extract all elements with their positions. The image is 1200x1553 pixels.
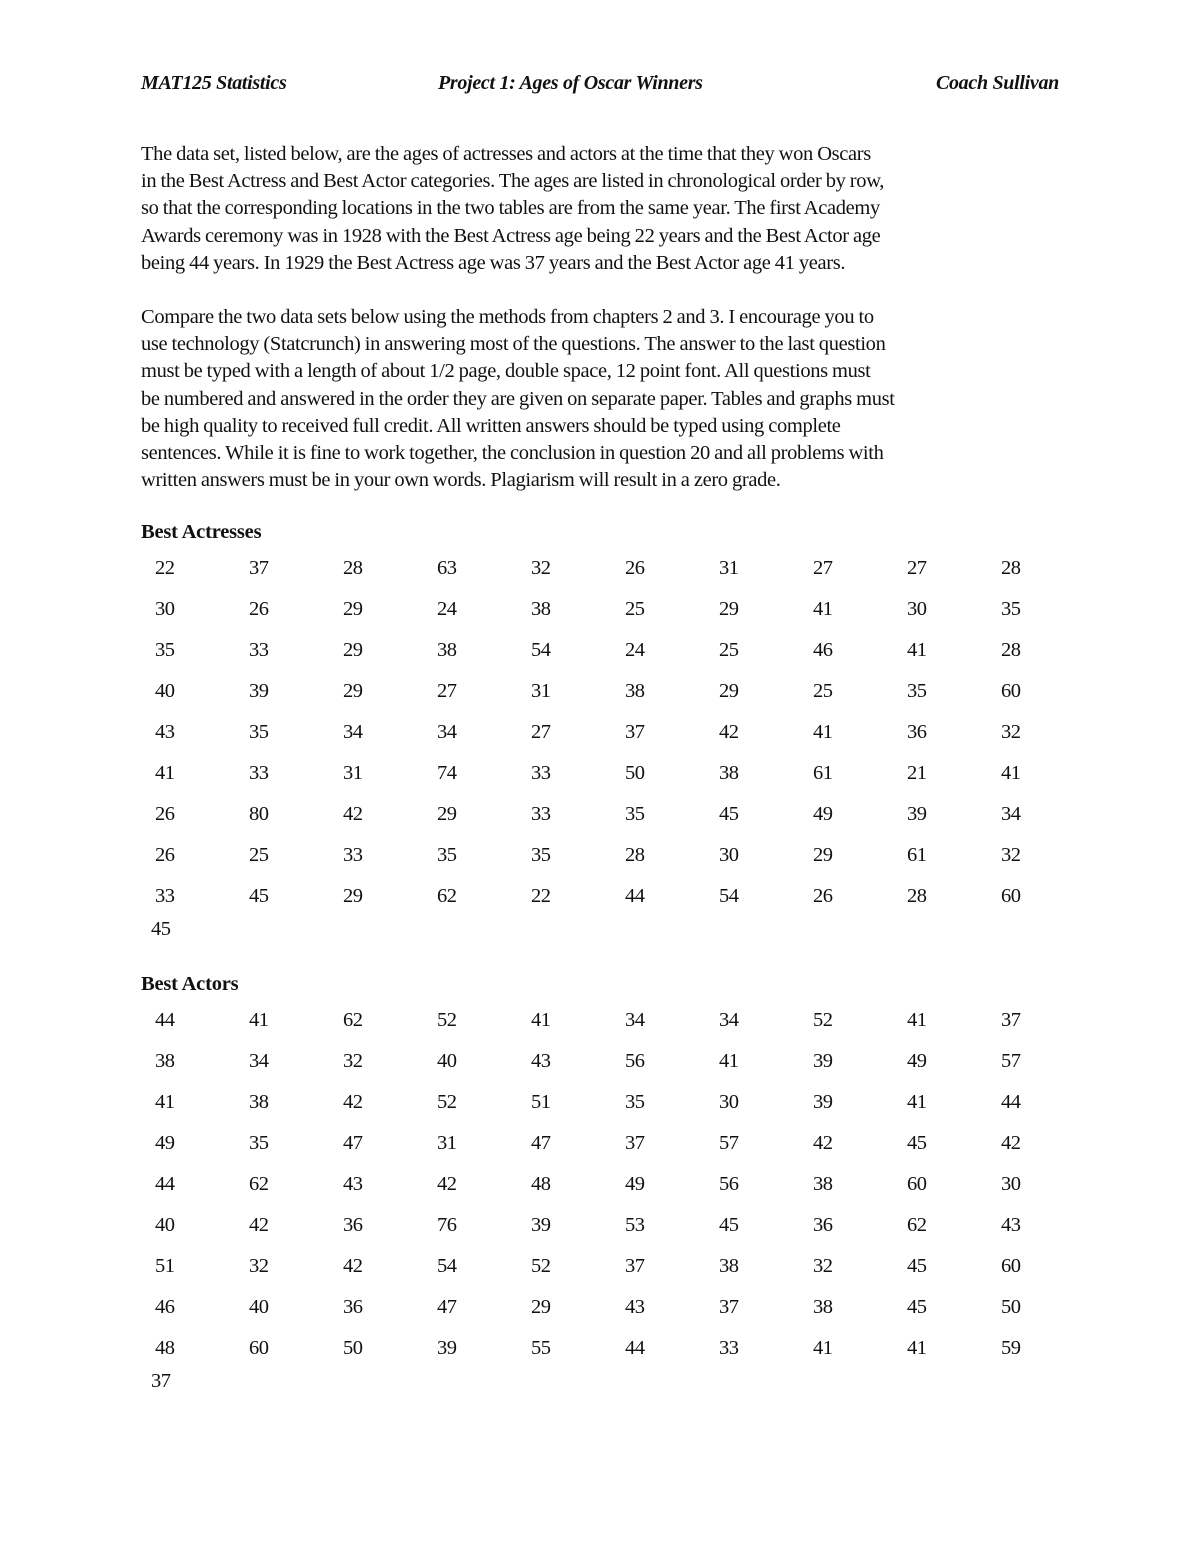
best-actresses-trailing-value: 45 (151, 918, 171, 940)
table-row (155, 842, 1055, 883)
table-cell: 45 (249, 885, 269, 907)
table-cell: 26 (155, 803, 175, 825)
table-cell: 45 (907, 1296, 927, 1318)
table-cell: 33 (155, 885, 175, 907)
table-cell: 31 (531, 680, 551, 702)
best-actresses-heading: Best Actresses (141, 521, 262, 543)
table-row (155, 1007, 1055, 1048)
table-cell: 31 (343, 762, 363, 784)
table-cell: 42 (813, 1132, 833, 1154)
table-cell: 22 (155, 557, 175, 579)
table-cell: 25 (719, 639, 739, 661)
table-cell: 34 (1001, 803, 1021, 825)
table-cell: 26 (155, 844, 175, 866)
table-cell: 42 (437, 1173, 457, 1195)
paragraph-line: Compare the two data sets below using the methods from chapters 2 and 3. I encourage you to (141, 306, 874, 328)
instructions-paragraph (141, 304, 1066, 494)
table-cell: 60 (1001, 885, 1021, 907)
table-row (155, 1171, 1055, 1212)
table-cell: 50 (625, 762, 645, 784)
table-cell: 30 (155, 598, 175, 620)
table-cell: 33 (719, 1337, 739, 1359)
table-cell: 44 (1001, 1091, 1021, 1113)
table-cell: 41 (1001, 762, 1021, 784)
table-cell: 38 (531, 598, 551, 620)
table-cell: 36 (343, 1296, 363, 1318)
table-cell: 41 (719, 1050, 739, 1072)
table-row (155, 883, 1055, 924)
table-cell: 42 (343, 1091, 363, 1113)
table-cell: 34 (437, 721, 457, 743)
table-row (155, 1253, 1055, 1294)
table-cell: 52 (437, 1009, 457, 1031)
table-cell: 28 (343, 557, 363, 579)
table-cell: 27 (437, 680, 457, 702)
table-cell: 27 (531, 721, 551, 743)
table-cell: 50 (343, 1337, 363, 1359)
table-cell: 38 (813, 1173, 833, 1195)
table-cell: 54 (437, 1255, 457, 1277)
table-cell: 34 (625, 1009, 645, 1031)
table-cell: 33 (249, 762, 269, 784)
table-cell: 29 (531, 1296, 551, 1318)
table-cell: 29 (719, 598, 739, 620)
table-cell: 36 (343, 1214, 363, 1236)
table-cell: 43 (343, 1173, 363, 1195)
table-cell: 45 (907, 1132, 927, 1154)
table-cell: 34 (343, 721, 363, 743)
table-cell: 38 (813, 1296, 833, 1318)
table-cell: 55 (531, 1337, 551, 1359)
table-cell: 32 (343, 1050, 363, 1072)
table-cell: 49 (907, 1050, 927, 1072)
table-cell: 37 (1001, 1009, 1021, 1031)
table-cell: 41 (813, 1337, 833, 1359)
table-cell: 37 (625, 1255, 645, 1277)
table-cell: 31 (719, 557, 739, 579)
table-cell: 45 (719, 1214, 739, 1236)
table-cell: 42 (343, 1255, 363, 1277)
table-cell: 32 (531, 557, 551, 579)
table-cell: 51 (531, 1091, 551, 1113)
table-cell: 41 (531, 1009, 551, 1031)
table-row (155, 801, 1055, 842)
paragraph-line: The data set, listed below, are the ages of actresses and actors at the time that they won Oscars (141, 143, 871, 165)
table-cell: 40 (155, 1214, 175, 1236)
table-cell: 41 (907, 1337, 927, 1359)
table-cell: 32 (1001, 721, 1021, 743)
table-cell: 28 (1001, 557, 1021, 579)
table-cell: 35 (625, 803, 645, 825)
table-cell: 51 (155, 1255, 175, 1277)
table-cell: 37 (625, 1132, 645, 1154)
table-cell: 26 (625, 557, 645, 579)
table-cell: 28 (1001, 639, 1021, 661)
table-cell: 53 (625, 1214, 645, 1236)
table-cell: 29 (343, 598, 363, 620)
table-row (155, 555, 1055, 596)
table-cell: 25 (813, 680, 833, 702)
table-cell: 47 (531, 1132, 551, 1154)
page-header (141, 72, 1059, 100)
paragraph-line: Awards ceremony was in 1928 with the Best Actress age being 22 years and the Best Actor age (141, 224, 881, 247)
table-cell: 44 (155, 1173, 175, 1195)
table-cell: 49 (813, 803, 833, 825)
table-cell: 56 (625, 1050, 645, 1072)
table-cell: 54 (719, 885, 739, 907)
table-cell: 35 (249, 1132, 269, 1154)
table-row (155, 719, 1055, 760)
table-cell: 48 (155, 1337, 175, 1359)
table-row (155, 1130, 1055, 1171)
table-cell: 26 (249, 598, 269, 620)
table-cell: 38 (719, 762, 739, 784)
table-cell: 63 (437, 557, 457, 579)
paragraph-line: be numbered and answered in the order they are given on separate paper. Tables and graphs must (141, 387, 895, 410)
table-cell: 38 (249, 1091, 269, 1113)
table-cell: 32 (249, 1255, 269, 1277)
table-cell: 46 (813, 639, 833, 661)
table-cell: 33 (249, 639, 269, 661)
table-cell: 29 (813, 844, 833, 866)
table-cell: 42 (249, 1214, 269, 1236)
table-cell: 60 (1001, 680, 1021, 702)
table-cell: 28 (907, 885, 927, 907)
table-cell: 52 (813, 1009, 833, 1031)
table-cell: 41 (907, 639, 927, 661)
table-cell: 38 (155, 1050, 175, 1072)
table-cell: 40 (155, 680, 175, 702)
table-cell: 52 (437, 1091, 457, 1113)
table-row (155, 1089, 1055, 1130)
table-cell: 25 (625, 598, 645, 620)
table-cell: 62 (249, 1173, 269, 1195)
table-cell: 33 (343, 844, 363, 866)
table-cell: 62 (343, 1009, 363, 1031)
table-row (155, 596, 1055, 637)
paragraph-line: sentences. While it is fine to work together, the conclusion in question 20 and all problems with (141, 442, 884, 465)
table-cell: 42 (1001, 1132, 1021, 1154)
table-cell: 29 (343, 639, 363, 661)
table-row (155, 1335, 1055, 1376)
table-cell: 60 (1001, 1255, 1021, 1277)
table-row (155, 637, 1055, 678)
table-cell: 61 (813, 762, 833, 784)
table-cell: 44 (155, 1009, 175, 1031)
paragraph-line: so that the corresponding locations in the two tables are from the same year. The first Academy (141, 197, 880, 220)
table-cell: 38 (719, 1255, 739, 1277)
paragraph-line: be high quality to received full credit. All written answers should be typed using complete (141, 414, 841, 437)
table-cell: 45 (907, 1255, 927, 1277)
table-cell: 43 (625, 1296, 645, 1318)
table-cell: 28 (625, 844, 645, 866)
table-cell: 47 (437, 1296, 457, 1318)
table-cell: 26 (813, 885, 833, 907)
table-cell: 39 (907, 803, 927, 825)
table-cell: 25 (249, 844, 269, 866)
table-cell: 74 (437, 762, 457, 784)
table-cell: 31 (437, 1132, 457, 1154)
table-cell: 35 (249, 721, 269, 743)
table-cell: 24 (625, 639, 645, 661)
instructor-name: Coach Sullivan (935, 72, 1059, 94)
table-cell: 32 (1001, 844, 1021, 866)
table-cell: 41 (907, 1091, 927, 1113)
table-cell: 42 (719, 721, 739, 743)
best-actors-table (155, 1007, 1055, 1376)
paragraph-line: being 44 years. In 1929 the Best Actress age was 37 years and the Best Actor age 41 years. (141, 251, 846, 274)
table-cell: 27 (813, 557, 833, 579)
paragraph-line: must be typed with a length of about 1/2 page, double space, 12 point font. All questions must (141, 360, 871, 383)
table-cell: 29 (343, 885, 363, 907)
table-cell: 44 (625, 1337, 645, 1359)
table-cell: 33 (531, 803, 551, 825)
table-cell: 80 (249, 803, 269, 825)
table-cell: 38 (437, 639, 457, 661)
table-cell: 37 (249, 557, 269, 579)
table-cell: 30 (907, 598, 927, 620)
table-cell: 39 (531, 1214, 551, 1236)
table-cell: 29 (719, 680, 739, 702)
table-cell: 44 (625, 885, 645, 907)
table-cell: 54 (531, 639, 551, 661)
table-cell: 59 (1001, 1337, 1021, 1359)
table-cell: 57 (719, 1132, 739, 1154)
table-cell: 41 (813, 598, 833, 620)
table-cell: 41 (813, 721, 833, 743)
table-cell: 24 (437, 598, 457, 620)
table-cell: 39 (437, 1337, 457, 1359)
table-cell: 41 (907, 1009, 927, 1031)
table-cell: 46 (155, 1296, 175, 1318)
table-cell: 48 (531, 1173, 551, 1195)
table-cell: 35 (531, 844, 551, 866)
table-cell: 27 (907, 557, 927, 579)
table-cell: 60 (249, 1337, 269, 1359)
paragraph-line: use technology (Statcrunch) in answering most of the questions. The answer to the last question (141, 333, 886, 356)
table-cell: 34 (249, 1050, 269, 1072)
best-actors-heading: Best Actors (141, 973, 239, 995)
table-cell: 35 (625, 1091, 645, 1113)
intro-paragraph (141, 141, 1066, 277)
table-cell: 43 (531, 1050, 551, 1072)
table-cell: 34 (719, 1009, 739, 1031)
table-cell: 32 (813, 1255, 833, 1277)
table-cell: 33 (531, 762, 551, 784)
best-actresses-table (155, 555, 1055, 924)
table-row (155, 1294, 1055, 1335)
table-cell: 61 (907, 844, 927, 866)
table-cell: 40 (437, 1050, 457, 1072)
table-cell: 22 (531, 885, 551, 907)
table-cell: 36 (907, 721, 927, 743)
best-actors-trailing-value: 37 (151, 1370, 171, 1392)
table-cell: 43 (155, 721, 175, 743)
table-cell: 43 (1001, 1214, 1021, 1236)
table-cell: 45 (719, 803, 739, 825)
table-cell: 41 (249, 1009, 269, 1031)
table-row (155, 678, 1055, 719)
table-cell: 38 (625, 680, 645, 702)
table-cell: 37 (625, 721, 645, 743)
table-cell: 35 (907, 680, 927, 702)
table-cell: 37 (719, 1296, 739, 1318)
table-cell: 41 (155, 762, 175, 784)
table-cell: 39 (813, 1091, 833, 1113)
table-cell: 62 (437, 885, 457, 907)
table-cell: 30 (719, 1091, 739, 1113)
table-row (155, 1212, 1055, 1253)
table-cell: 47 (343, 1132, 363, 1154)
table-cell: 57 (1001, 1050, 1021, 1072)
table-cell: 49 (625, 1173, 645, 1195)
table-cell: 52 (531, 1255, 551, 1277)
table-cell: 30 (1001, 1173, 1021, 1195)
table-cell: 35 (1001, 598, 1021, 620)
table-cell: 49 (155, 1132, 175, 1154)
table-cell: 21 (907, 762, 927, 784)
course-name: MAT125 Statistics (141, 72, 287, 94)
table-cell: 35 (155, 639, 175, 661)
table-cell: 60 (907, 1173, 927, 1195)
table-cell: 29 (343, 680, 363, 702)
project-title: Project 1: Ages of Oscar Winners (438, 72, 703, 94)
table-cell: 39 (813, 1050, 833, 1072)
table-cell: 30 (719, 844, 739, 866)
table-row (155, 1048, 1055, 1089)
paragraph-line: written answers must be in your own words. Plagiarism will result in a zero grade. (141, 469, 781, 492)
table-cell: 35 (437, 844, 457, 866)
table-cell: 42 (343, 803, 363, 825)
table-cell: 39 (249, 680, 269, 702)
table-cell: 36 (813, 1214, 833, 1236)
table-cell: 62 (907, 1214, 927, 1236)
table-cell: 76 (437, 1214, 457, 1236)
table-cell: 41 (155, 1091, 175, 1113)
table-cell: 50 (1001, 1296, 1021, 1318)
paragraph-line: in the Best Actress and Best Actor categories. The ages are listed in chronological order by row, (141, 170, 885, 193)
table-row (155, 760, 1055, 801)
table-cell: 29 (437, 803, 457, 825)
table-cell: 40 (249, 1296, 269, 1318)
table-cell: 56 (719, 1173, 739, 1195)
